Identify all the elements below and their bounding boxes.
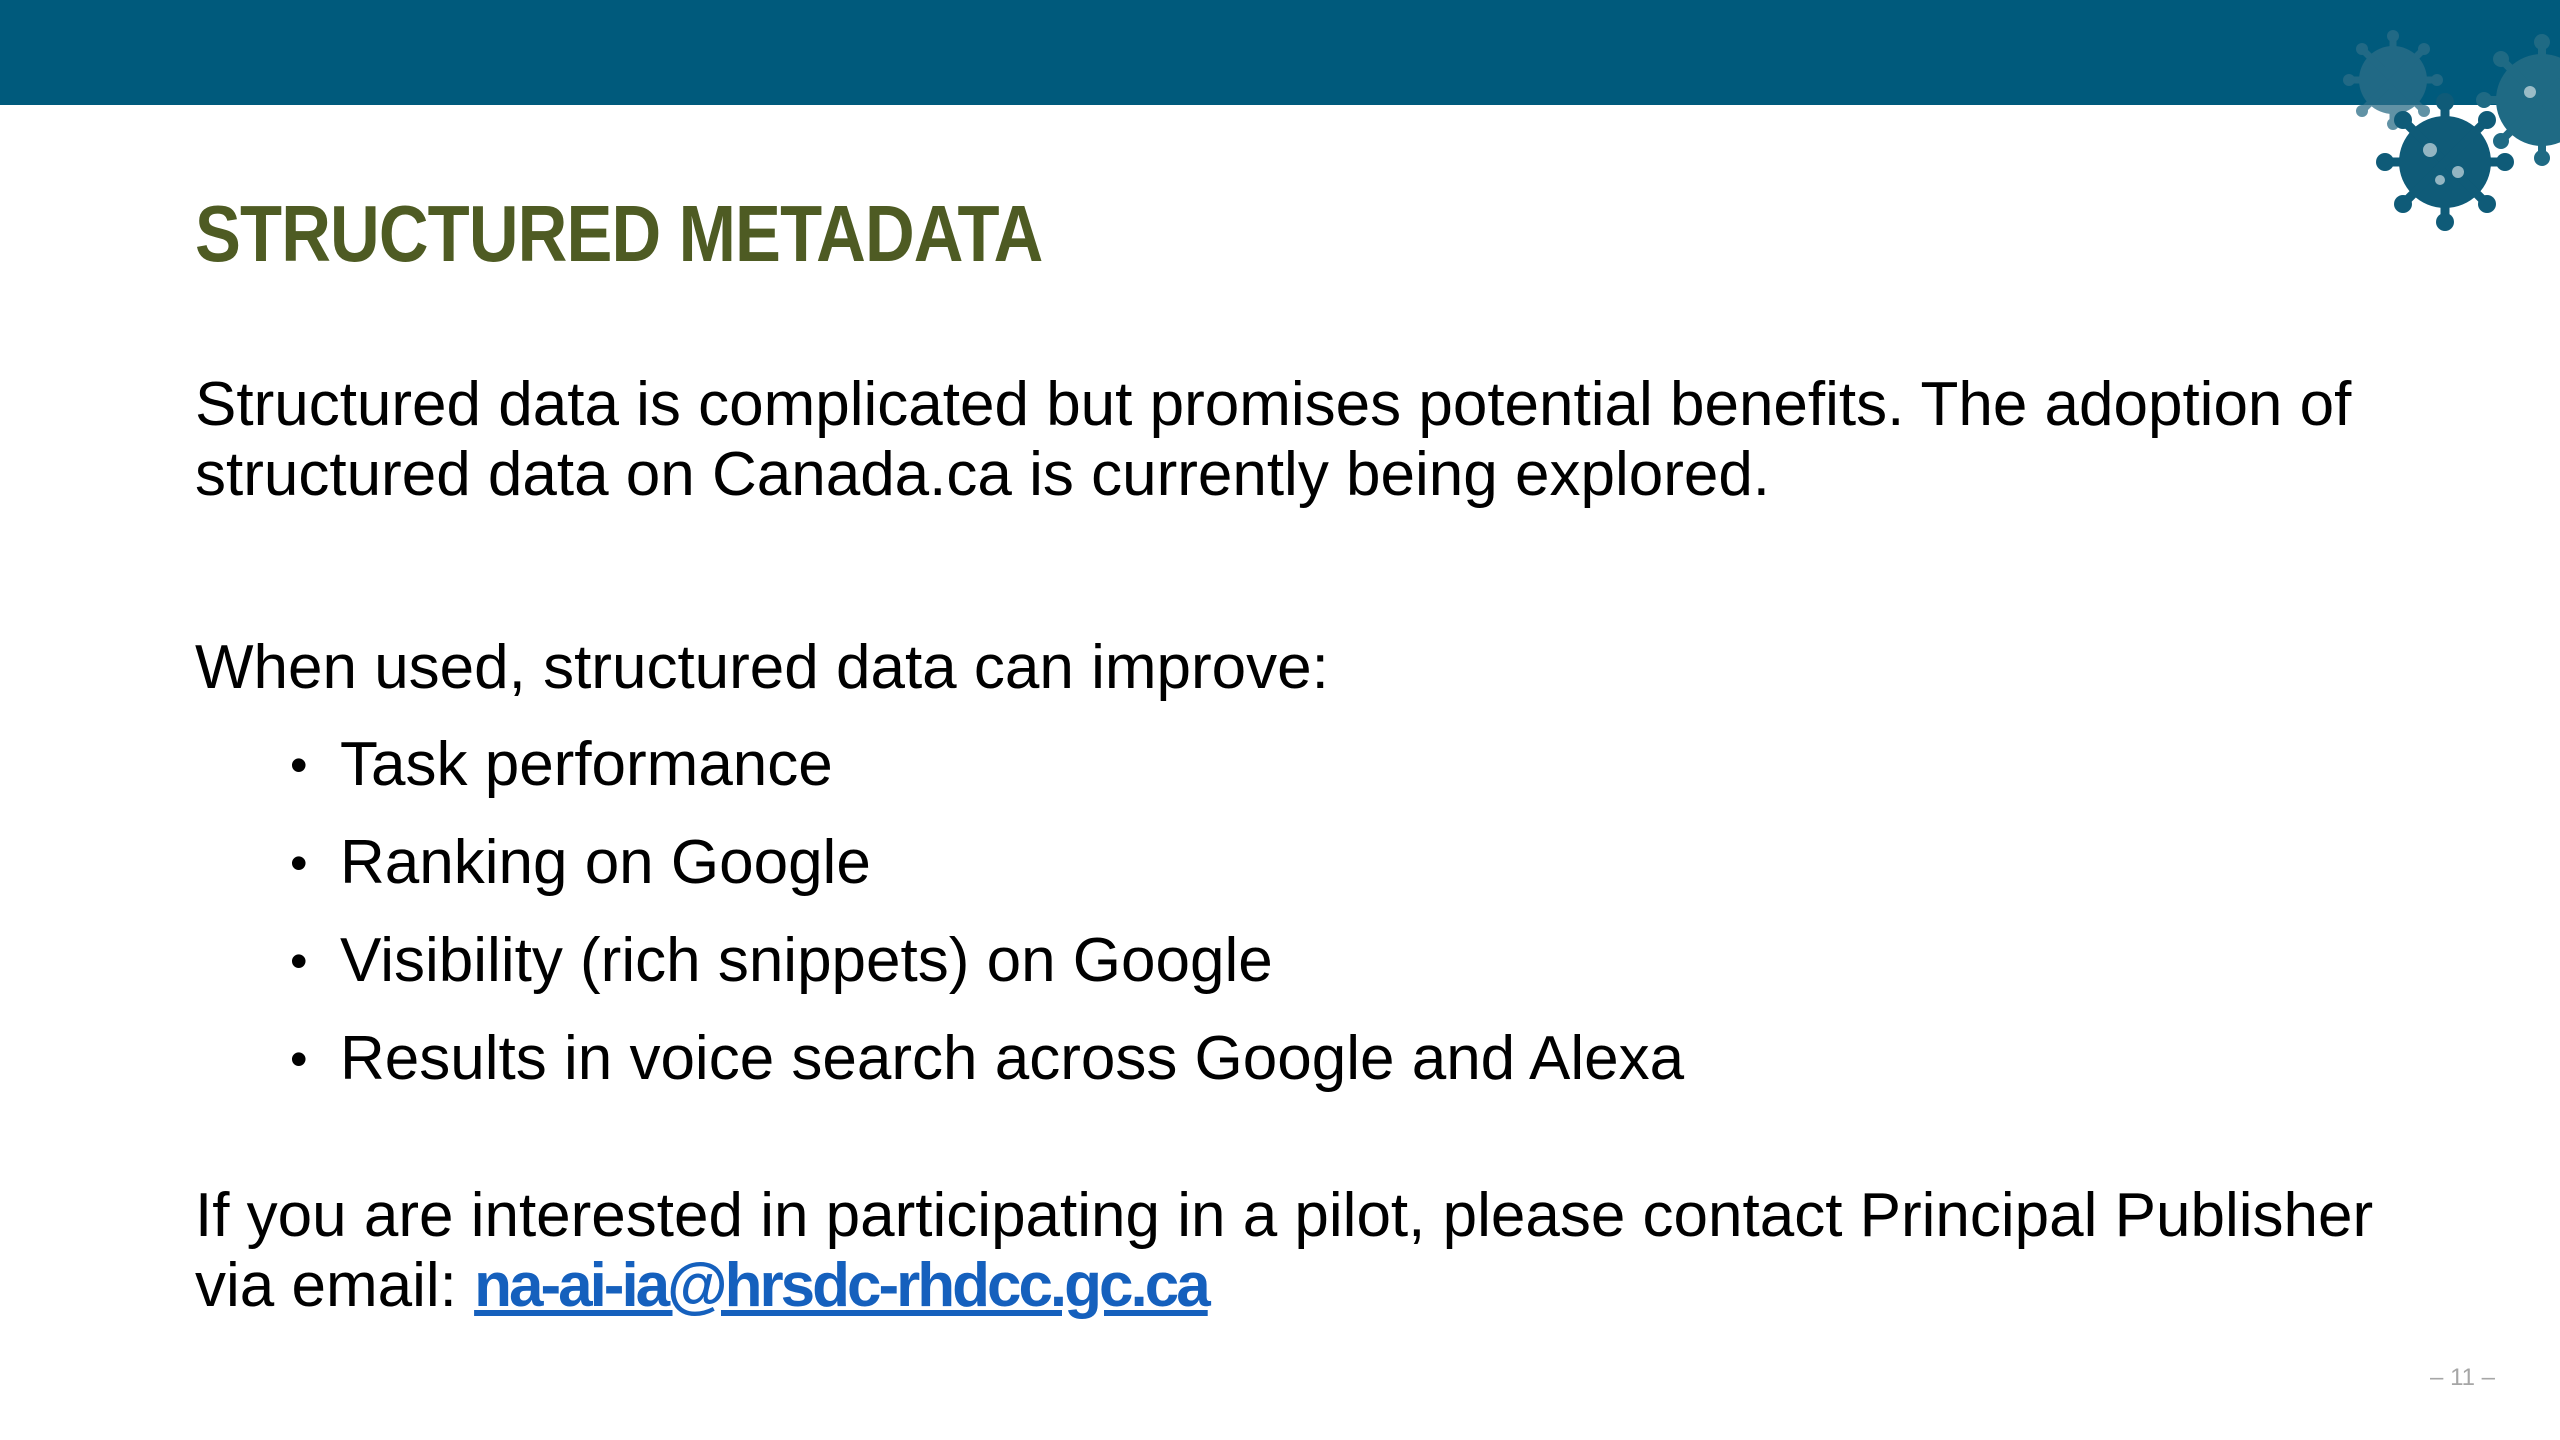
contact-prefix: via email: — [195, 1251, 475, 1320]
header-bar — [0, 0, 2560, 105]
list-item — [290, 828, 1684, 926]
list-item-text: Visibility (rich snippets) on Google — [340, 926, 1273, 995]
intro-line-2: structured data on Canada.ca is currently being explored. — [195, 440, 1771, 509]
intro-paragraph — [195, 370, 2455, 510]
page-number: – 11 – — [2430, 1364, 2495, 1391]
list-item — [290, 1024, 1684, 1122]
bullet-icon: • — [290, 1031, 308, 1087]
bullet-icon: • — [290, 933, 308, 989]
bullet-icon: • — [290, 835, 308, 891]
intro-line-1: Structured data is complicated but promises potential benefits. The adoption of — [195, 370, 2352, 439]
list-item-text: Task performance — [340, 730, 833, 799]
benefits-list — [290, 730, 1684, 1122]
list-item-text: Results in voice search across Google and Alexa — [340, 1024, 1685, 1093]
contact-paragraph — [195, 1181, 2495, 1321]
list-item-text: Ranking on Google — [340, 828, 871, 897]
contact-line-1: If you are interested in participating in a pilot, please contact Principal Publisher — [195, 1181, 2374, 1250]
slide-title: STRUCTURED METADATA — [195, 189, 1043, 278]
improve-label: When used, structured data can improve: — [195, 633, 1329, 702]
list-item — [290, 926, 1684, 1024]
list-item — [290, 730, 1684, 828]
email-link[interactable]: na-ai-ia@hrsdc-rhdcc.gc.ca — [474, 1251, 1208, 1320]
virus-cluster-icon — [2280, 0, 2560, 240]
bullet-icon: • — [290, 737, 308, 793]
